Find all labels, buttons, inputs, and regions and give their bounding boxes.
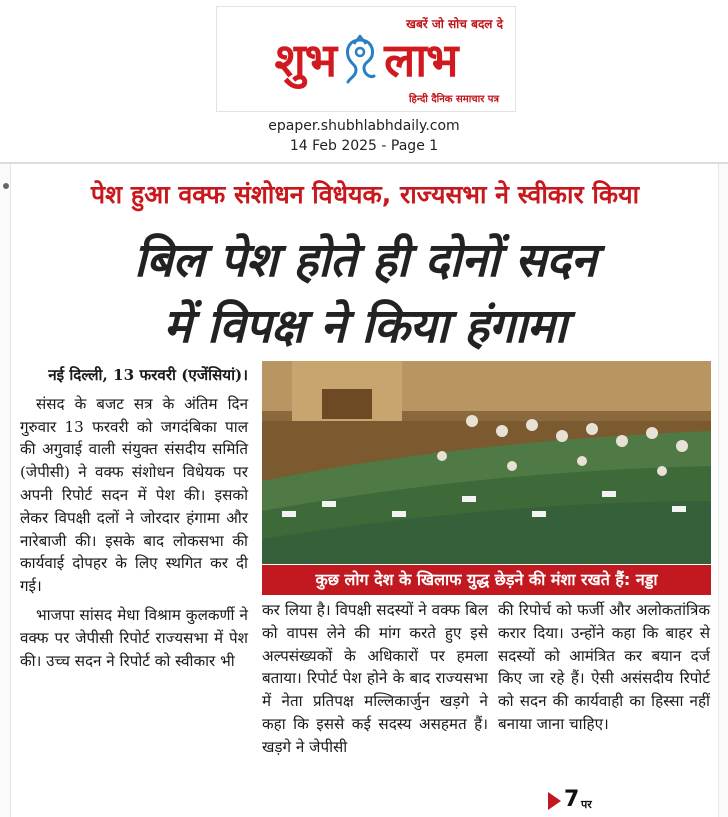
- page-left-margin: [0, 164, 11, 817]
- ganesha-icon: [340, 34, 380, 86]
- article-column-2: [262, 599, 488, 759]
- masthead-subline: हिन्दी दैनिक समाचार पत्र: [408, 94, 499, 105]
- continued-on-page: [548, 787, 608, 815]
- continued-suffix: पर: [581, 798, 592, 811]
- photo-caption: कुछ लोग देश के खिलाफ युद्ध छेड़ने की मंशा रखते हैं: नड्डा: [262, 565, 711, 595]
- triangle-arrow-icon: [548, 792, 561, 810]
- headline-line-1: बिल पेश होते ही दोनों सदन: [133, 233, 597, 288]
- article-paragraph: कर लिया है। विपक्षी सदस्यों ने वक्फ बिल को वापस लेने की मांग करते हुए इसे अल्पसंख्यकों के अधिकारों पर हमला बताया। रिपोर्ट पेश होने के बाद राज्यसभा में नेता प्रतिपक्ष मल्लिकार्जुन खड़गे ने कहा कि इससे कई सदस्य असहमत हैं। खड़गे ने जेपीसी: [262, 601, 488, 756]
- logo-word-left: शुभ: [274, 33, 337, 87]
- source-date-page: 14 Feb 2025 - Page 1: [289, 138, 439, 154]
- source-url: epaper.shubhlabhdaily.com: [268, 118, 460, 134]
- header-divider: [0, 162, 728, 164]
- article-kicker: पेश हुआ वक्फ संशोधन विधेयक, राज्यसभा ने स्वीकार किया: [90, 180, 640, 209]
- article-column-3: [498, 599, 710, 736]
- parliament-photo: [262, 361, 711, 564]
- article-paragraph: संसद के बजट सत्र के अंतिम दिन गुरुवार 13 फरवरी को जगदंबिका पाल की अगुवाई वाली संयुक्त संसदीय समिति (जेपीसी) ने वक्फ संशोधन विधेयक पर अपनी रिपोर्ट सदन में पेश की। इसको लेकर विपक्षी दलों ने जोरदार हंगामा और नारेबाजी की। इसके बाद लोकसभा की कार्यवाई दोपहर के लिए स्थगित कर दी गई।: [20, 394, 248, 596]
- article-dateline: नई दिल्ली, 13 फरवरी (एजेंसियां)।: [48, 366, 248, 384]
- masthead-logo: [216, 6, 516, 112]
- headline-line-2: में विपक्ष ने किया हंगामा: [163, 299, 567, 354]
- logo-word-right: लाभ: [384, 33, 458, 87]
- bullet-icon: [3, 183, 9, 189]
- masthead-tagline: खबरें जो सोच बदल दे: [406, 17, 503, 31]
- article-paragraph: भाजपा सांसद मेधा विश्राम कुलकर्णी ने वक्फ पर जेपीसी रिपोर्ट राज्यसभा में पेश की। उच्च सदन ने रिपोर्ट को स्वीकार भी: [20, 605, 248, 670]
- logo: [225, 31, 507, 89]
- article-column-1: [20, 364, 248, 678]
- article-paragraph: की रिपोर्च को फर्जी और अलोकतांत्रिक करार दिया। उन्होंने कहा कि बाहर से सदस्यों को आमंत्रित कर बयान दर्ज किए जा रहे हैं। ऐसी असंसदीय रिपोर्ट को सदन की कार्यवाही का हिस्सा नहीं बनाया जाना चाहिए।: [498, 601, 710, 733]
- page-right-margin: [718, 164, 728, 817]
- continued-page-number: 7: [564, 787, 580, 812]
